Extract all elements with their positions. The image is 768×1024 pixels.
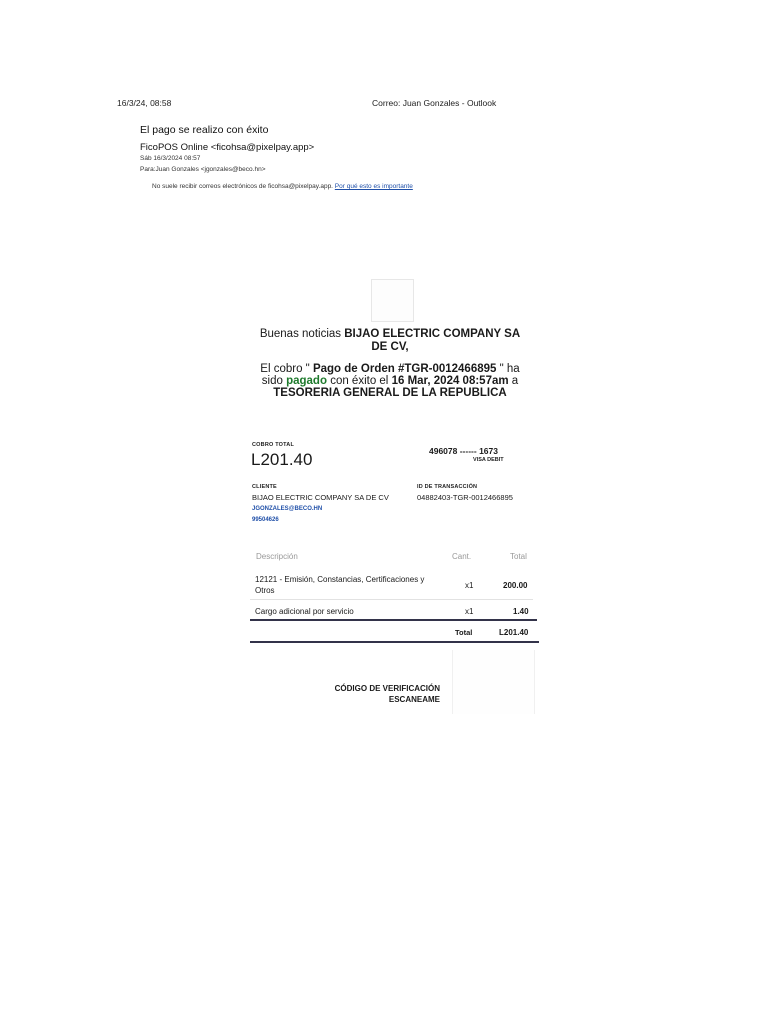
email-to: Para:Juan Gonzales <jgonzales@beco.hn> bbox=[140, 166, 266, 173]
table-header-total: Total bbox=[510, 552, 527, 561]
paid-status: pagado bbox=[286, 375, 327, 387]
greeting-company: BIJAO ELECTRIC COMPANY SA DE CV, bbox=[344, 328, 521, 353]
table-row-amount: 200.00 bbox=[503, 581, 528, 590]
merchant-logo bbox=[371, 279, 414, 322]
table-row-quantity: x1 bbox=[465, 581, 474, 590]
sender-notice bbox=[152, 183, 413, 190]
print-window-title: Correo: Juan Gonzales - Outlook bbox=[372, 98, 497, 108]
transaction-id-label: ID DE TRANSACCIÓN bbox=[417, 484, 478, 490]
verification-label bbox=[300, 683, 440, 705]
why-important-link[interactable]: Por qué esto es importante bbox=[334, 183, 413, 190]
table-header-description: Descripción bbox=[256, 552, 298, 561]
payment-recipient: TESORERIA GENERAL DE LA REPUBLICA bbox=[273, 387, 507, 399]
payment-datetime: 16 Mar, 2024 08:57am bbox=[391, 375, 509, 387]
email-from: FicoPOS Online <ficohsa@pixelpay.app> bbox=[140, 142, 315, 153]
total-charge-label: COBRO TOTAL bbox=[252, 442, 295, 448]
order-name: Pago de Orden #TGR-0012466895 bbox=[312, 363, 497, 375]
table-row-description: Cargo adicional por servicio bbox=[255, 607, 354, 616]
verification-line1: CÓDIGO DE VERIFICACIÓN bbox=[334, 684, 440, 693]
verification-line2: ESCANEAME bbox=[388, 695, 440, 704]
cobro-mid2: con éxito el bbox=[330, 375, 389, 387]
sender-notice-text: No suele recibir correos electrónicos de ficohsa@pixelpay.app. bbox=[152, 183, 333, 190]
table-total-amount: L201.40 bbox=[499, 628, 529, 637]
table-row-description: 12121 - Emisión, Constancias, Certificaciones y Otros bbox=[255, 575, 425, 595]
client-name: BIJAO ELECTRIC COMPANY SA DE CV bbox=[252, 493, 389, 502]
transaction-id: 04882403-TGR-0012466895 bbox=[417, 493, 513, 502]
card-number: 496078 ------ 1673 bbox=[429, 446, 498, 456]
total-charge-amount: L201.40 bbox=[251, 450, 313, 469]
greeting-prefix: Buenas noticias bbox=[259, 328, 342, 340]
cobro-mid: " ha sido bbox=[261, 363, 520, 387]
client-phone[interactable]: 99504626 bbox=[252, 517, 279, 523]
email-subject: El pago se realizo con éxito bbox=[140, 124, 269, 136]
cobro-to: a bbox=[511, 375, 519, 387]
print-datetime: 16/3/24, 08:58 bbox=[117, 98, 172, 108]
row-divider bbox=[250, 599, 533, 600]
greeting bbox=[255, 328, 525, 354]
cobro-prefix: El cobro " bbox=[260, 363, 310, 375]
table-total-label: Total bbox=[455, 628, 473, 637]
table-header-quantity: Cant. bbox=[452, 552, 472, 561]
table-row-quantity: x1 bbox=[465, 607, 474, 616]
email-date: Sáb 16/3/2024 08:57 bbox=[140, 155, 201, 162]
client-email[interactable]: JGONZALES@BECO.HN bbox=[252, 506, 323, 512]
payment-statement bbox=[255, 363, 525, 399]
table-row-amount: 1.40 bbox=[513, 607, 529, 616]
client-label: CLIENTE bbox=[252, 484, 277, 490]
card-type: VISA DEBIT bbox=[473, 457, 504, 463]
table-bottom-divider bbox=[250, 641, 539, 643]
table-divider bbox=[250, 619, 537, 621]
qr-code-placeholder bbox=[452, 650, 535, 714]
